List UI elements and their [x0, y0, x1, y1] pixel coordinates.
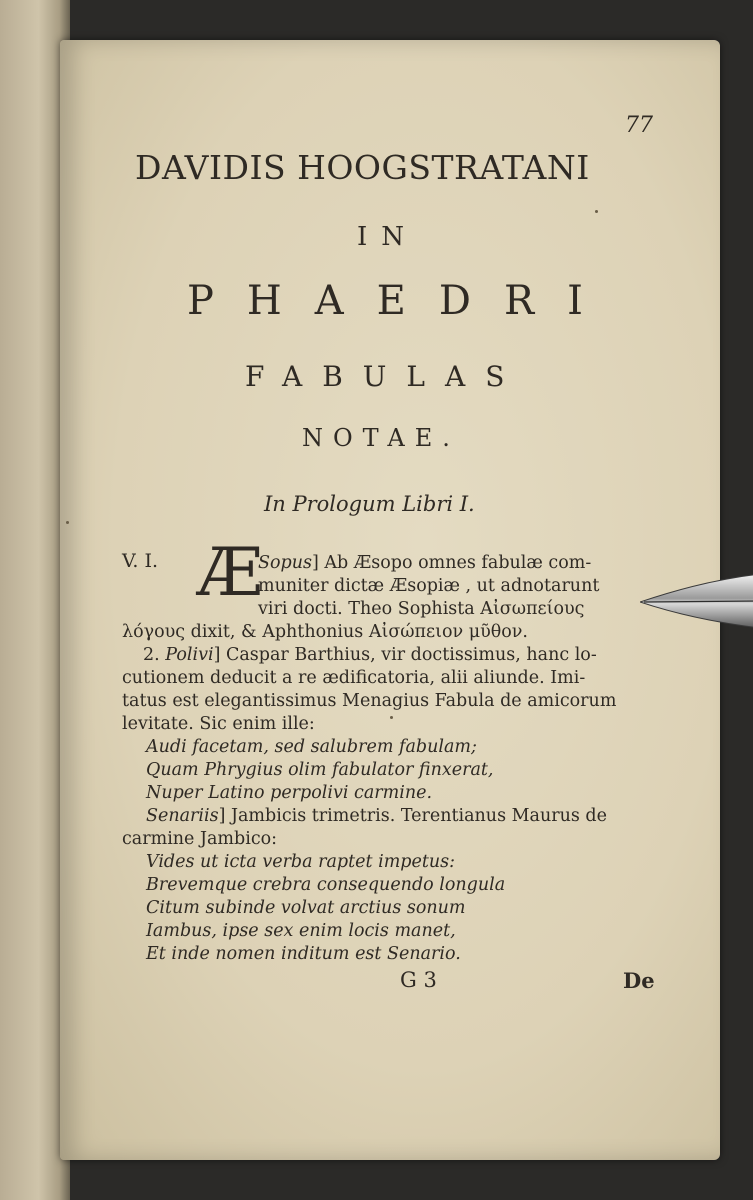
text-line: 2. Polivi] Caspar Barthius, vir doctissimus, hanc lo-: [143, 645, 597, 665]
foxing-spot: [390, 716, 393, 719]
text-line: Senariis] Jambicis trimetris. Terentianus Maurus de: [146, 806, 607, 826]
title-phaedri: PHAEDRI: [187, 278, 616, 324]
text-line: cutionem deducit a re ædificatoria, alii aliunde. Imi-: [122, 668, 586, 688]
quote-line: Nuper Latino perpolivi carmine.: [146, 783, 433, 803]
quote-line: Citum subinde volvat arctius sonum: [146, 898, 466, 918]
quote-line: Quam Phrygius olim fabulator finxerat,: [146, 760, 494, 780]
text-line: carmine Jambico:: [122, 829, 278, 849]
title-author: DAVIDIS HOOGSTRATANI: [135, 148, 590, 187]
text-line: muniter dictæ Æsopiæ , ut adnotarunt: [258, 576, 600, 596]
quote-line: Iambus, ipse sex enim locis manet,: [146, 921, 456, 941]
text-line: viri docti. Theo Sophista Αἰσωπείους: [258, 599, 585, 619]
title-notae: NOTAE.: [302, 424, 460, 452]
quote-line: Vides ut icta verba raptet impetus:: [146, 852, 456, 872]
foxing-spot: [595, 210, 598, 213]
quote-line: Audi facetam, sed salubrem fabulam;: [146, 737, 477, 757]
text-line: levitate. Sic enim ille:: [122, 714, 315, 734]
metal-page-clip: [640, 574, 753, 628]
dropcap-letter: Æ: [197, 534, 264, 611]
catchword: De: [623, 968, 655, 993]
verse-label: V. I.: [122, 550, 159, 572]
foxing-spot: [66, 521, 69, 524]
title-in: IN: [357, 222, 419, 252]
text-line: tatus est elegantissimus Menagius Fabula de amicorum: [122, 691, 617, 711]
section-heading: In Prologum Libri I.: [264, 492, 475, 516]
quote-line: Et inde nomen inditum est Senario.: [146, 944, 461, 964]
title-fabulas: FABULAS: [245, 360, 525, 393]
quote-line: Brevemque crebra consequendo longula: [146, 875, 506, 895]
text-line: Sopus] Ab Æsopo omnes fabulæ com-: [258, 553, 592, 573]
text-line: λόγους dixit, & Aphthonius Αἰσώπειον μῦθον.: [122, 622, 528, 642]
signature-mark: G 3: [400, 968, 437, 992]
page-number: 77: [625, 113, 653, 138]
